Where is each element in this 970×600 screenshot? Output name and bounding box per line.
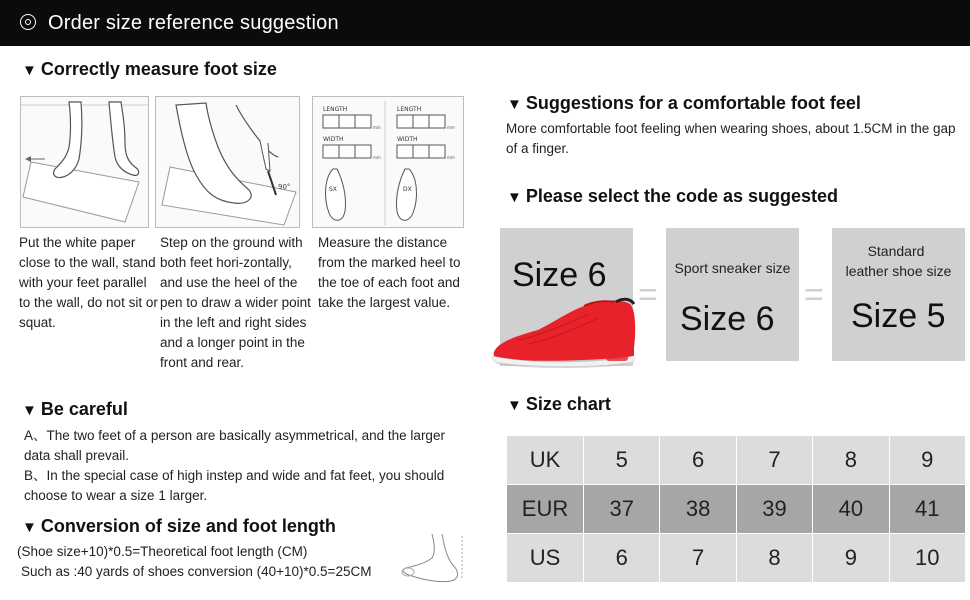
section-title-size-chart <box>507 394 611 415</box>
right-foot-label: DX <box>403 186 412 193</box>
section-title-text: Please select the code as suggested <box>525 186 839 206</box>
table-cell: 9 <box>813 534 889 583</box>
triangle-down-icon: ▼ <box>22 402 37 419</box>
table-cell: 40 <box>813 485 889 534</box>
careful-item-b: B、In the special case of high instep and wide and fat feet, you should choose to wear a size 1 larger. <box>24 468 445 503</box>
triangle-down-icon: ▼ <box>507 397 522 414</box>
unit-label-4: mm <box>447 155 455 160</box>
section-title-measure <box>22 59 277 80</box>
length-label-left: LENGTH <box>323 106 348 113</box>
table-cell: 6 <box>584 534 660 583</box>
size-chart-table <box>506 435 966 583</box>
width-label-right: WIDTH <box>397 136 418 143</box>
table-cell: 8 <box>813 436 889 485</box>
conversion-formula: (Shoe size+10)*0.5=Theoretical foot length (CM) <box>17 544 308 559</box>
careful-item-a: A、The two feet of a person are basically asymmetrical, and the larger data shall prevail. <box>24 428 445 463</box>
foot-sketch-icon <box>398 530 468 584</box>
section-title-text: Suggestions for a comfortable foot feel <box>525 93 861 113</box>
leather-size-label-2: leather shoe size <box>845 263 952 279</box>
triangle-down-icon: ▼ <box>507 96 522 113</box>
table-cell: 9 <box>889 436 965 485</box>
step-3-text: Measure the distance from the marked heel to the toe of each foot and take the largest value. <box>318 235 461 310</box>
shoe-size-value: Size 6 <box>512 256 607 294</box>
unit-label-2: mm <box>447 125 455 130</box>
step-1-text: Put the white paper close to the wall, stand with your feet parallel to the wall, do not sit or squat. <box>19 235 158 330</box>
unit-label-3: mm <box>373 155 381 160</box>
sport-size-label: Sport sneaker size <box>674 260 791 276</box>
feet-wall-image <box>21 97 148 227</box>
section-title-text: Correctly measure foot size <box>40 59 277 79</box>
comfort-text: More comfortable foot feeling when wearing shoes, about 1.5CM in the gap of a finger. <box>506 121 956 156</box>
table-cell: 7 <box>660 534 736 583</box>
table-row <box>507 436 966 485</box>
red-sneaker-image <box>488 290 638 370</box>
triangle-down-icon: ▼ <box>22 519 37 536</box>
section-title-conversion <box>22 516 336 537</box>
section-title-careful <box>22 399 128 420</box>
table-row <box>507 485 966 534</box>
sport-size-box <box>666 228 799 361</box>
triangle-down-icon: ▼ <box>22 62 37 79</box>
leather-size-label-1: Standard <box>867 243 925 259</box>
table-cell: 7 <box>736 436 812 485</box>
step-2-text: Step on the ground with both feet hori-zontally, and use the heel of the pen to draw a wider point in the left and right sides and a longer point in the front and rear. <box>160 235 311 370</box>
section-title-comfort <box>507 93 861 114</box>
section-title-text: Conversion of size and foot length <box>40 516 336 536</box>
left-foot-label: SX <box>329 186 337 193</box>
marking-foot-image <box>156 97 299 227</box>
illustration-feet-by-wall <box>20 96 149 228</box>
table-cell: 41 <box>889 485 965 534</box>
table-cell: 5 <box>584 436 660 485</box>
angle-label: 90° <box>278 183 291 191</box>
width-label-left: WIDTH <box>323 136 344 143</box>
conversion-example: Such as :40 yards of shoes conversion (40+10)*0.5=25CM <box>21 564 372 579</box>
equals-sign-2: = <box>804 276 824 314</box>
illustration-measure-grid <box>312 96 464 228</box>
sport-size-value: Size 6 <box>680 300 775 338</box>
table-cell: 6 <box>660 436 736 485</box>
equals-sign-1: = <box>638 276 658 314</box>
table-cell: 10 <box>889 534 965 583</box>
page-title: Order size reference suggestion <box>48 12 339 34</box>
header-bar <box>0 0 970 46</box>
section-title-text: Size chart <box>525 394 611 414</box>
leather-size-value: Size 5 <box>851 297 946 335</box>
row-label-eur: EUR <box>507 485 584 534</box>
row-label-uk: UK <box>507 436 584 485</box>
row-label-us: US <box>507 534 584 583</box>
target-icon <box>20 14 36 30</box>
table-cell: 37 <box>584 485 660 534</box>
table-cell: 39 <box>736 485 812 534</box>
section-title-select <box>507 186 838 207</box>
length-label-right: LENGTH <box>397 106 422 113</box>
section-title-text: Be careful <box>40 399 128 419</box>
table-row <box>507 534 966 583</box>
illustration-marking-foot <box>155 96 300 228</box>
table-cell: 8 <box>736 534 812 583</box>
unit-label-1: mm <box>373 125 381 130</box>
triangle-down-icon: ▼ <box>507 189 522 206</box>
measure-grid-image <box>313 97 463 227</box>
table-cell: 38 <box>660 485 736 534</box>
